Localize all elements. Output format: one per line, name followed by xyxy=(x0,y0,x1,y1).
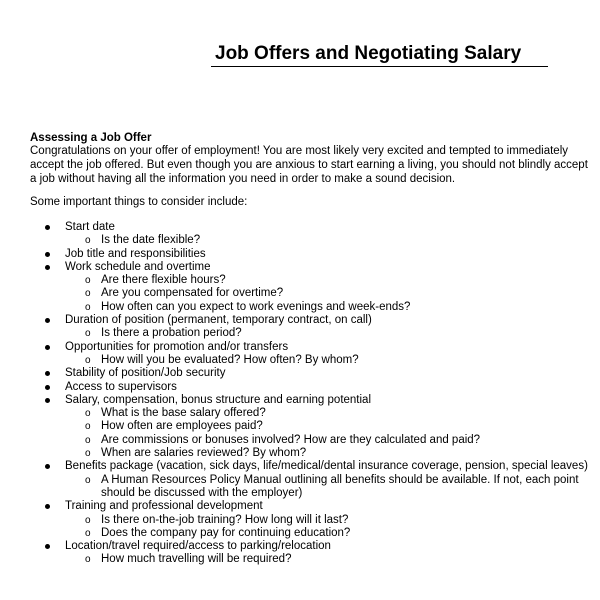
bullet-icon xyxy=(45,225,50,230)
page-title: Job Offers and Negotiating Salary xyxy=(211,42,548,67)
bullet-icon xyxy=(45,318,50,323)
bullet-icon xyxy=(45,504,50,509)
intro-line: accept the job offered. But even though you are anxious to start earning a living, you should not blindly accept xyxy=(30,159,588,171)
sub-list-item xyxy=(0,514,600,527)
circle-bullet-icon: o xyxy=(85,288,91,300)
circle-bullet-icon: o xyxy=(85,408,91,420)
bullet-icon xyxy=(45,265,50,270)
list-item-text: Is there on-the-job training? How long will it last? xyxy=(101,513,349,526)
bullet-icon xyxy=(45,464,50,469)
circle-bullet-icon: o xyxy=(85,514,91,526)
list-item-text: Duration of position (permanent, temporary contract, on call) xyxy=(65,314,372,327)
circle-bullet-icon: o xyxy=(85,354,91,366)
list-item xyxy=(0,314,600,327)
list-item-text: Access to supervisors xyxy=(65,380,177,393)
sub-list-item-continuation xyxy=(0,487,600,500)
circle-bullet-icon: o xyxy=(85,275,91,287)
list-item-text: Salary, compensation, bonus structure and earning potential xyxy=(65,393,372,406)
list-item-text: Are you compensated for overtime? xyxy=(101,287,284,300)
list-item xyxy=(0,540,600,553)
list-item xyxy=(0,460,600,473)
section-heading: Assessing a Job Offer xyxy=(30,132,152,144)
list-item-text: Location/travel required/access to parking/relocation xyxy=(65,540,331,553)
sub-list-item xyxy=(0,420,600,433)
consideration-list xyxy=(0,221,600,567)
list-item-text: How often can you expect to work evenings and week-ends? xyxy=(101,300,411,313)
list-item-text: How often are employees paid? xyxy=(101,420,263,433)
circle-bullet-icon: o xyxy=(85,554,91,566)
list-item xyxy=(0,341,600,354)
sub-list-item xyxy=(0,407,600,420)
list-item-text: What is the base salary offered? xyxy=(101,407,266,420)
list-item-text: Benefits package (vacation, sick days, life/medical/dental insurance coverage, pension, special leaves) xyxy=(65,460,588,473)
list-item-text: Are commissions or bonuses involved? How are they calculated and paid? xyxy=(101,433,481,446)
list-item-text: Opportunities for promotion and/or transfers xyxy=(65,340,289,353)
sub-list-item xyxy=(0,234,600,247)
sub-list-item xyxy=(0,287,600,300)
list-item-text: Are there flexible hours? xyxy=(101,274,226,287)
list-item-text: should be discussed with the employer) xyxy=(101,486,303,499)
circle-bullet-icon: o xyxy=(85,421,91,433)
list-item-text: Job title and responsibilities xyxy=(65,247,206,260)
list-item xyxy=(0,394,600,407)
list-item-text: Work schedule and overtime xyxy=(65,260,211,273)
list-item-text: Does the company pay for continuing education? xyxy=(101,526,351,539)
bullet-icon xyxy=(45,385,50,390)
list-item-text: Is the date flexible? xyxy=(101,234,201,247)
list-item xyxy=(0,500,600,513)
list-item-text: How will you be evaluated? How often? By whom? xyxy=(101,353,359,366)
sub-list-item xyxy=(0,434,600,447)
list-item-text: When are salaries reviewed? By whom? xyxy=(101,447,307,460)
list-item xyxy=(0,221,600,234)
circle-bullet-icon: o xyxy=(85,434,91,446)
circle-bullet-icon: o xyxy=(85,474,91,486)
circle-bullet-icon: o xyxy=(85,527,91,539)
intro-line: a job without having all the information you need in order to make a sound decision. xyxy=(30,173,456,185)
list-item xyxy=(0,261,600,274)
list-item-text: Training and professional development xyxy=(65,500,263,513)
list-item-text: Is there a probation period? xyxy=(101,327,242,340)
intro-paragraph xyxy=(30,144,588,186)
bullet-icon xyxy=(45,252,50,257)
sub-list-item xyxy=(0,274,600,287)
list-item xyxy=(0,381,600,394)
circle-bullet-icon: o xyxy=(85,235,91,247)
sub-list-item xyxy=(0,553,600,566)
sub-list-item xyxy=(0,327,600,340)
sub-list-item xyxy=(0,474,600,487)
circle-bullet-icon: o xyxy=(85,301,91,313)
sub-list-item xyxy=(0,447,600,460)
circle-bullet-icon: o xyxy=(85,448,91,460)
list-item xyxy=(0,248,600,261)
list-item-text: Stability of position/Job security xyxy=(65,367,226,380)
list-item-text: Start date xyxy=(65,221,115,233)
sub-list-item xyxy=(0,354,600,367)
consider-label: Some important things to consider include: xyxy=(30,196,248,208)
list-item xyxy=(0,367,600,380)
list-item-text: How much travelling will be required? xyxy=(101,553,292,566)
bullet-icon xyxy=(45,544,50,549)
intro-line: Congratulations on your offer of employment! You are most likely very excited and tempted to immediately xyxy=(30,145,569,157)
list-item-text: A Human Resources Policy Manual outlining all benefits should be available. If not, each point xyxy=(101,473,579,486)
bullet-icon xyxy=(45,371,50,376)
bullet-icon xyxy=(45,398,50,403)
sub-list-item xyxy=(0,301,600,314)
circle-bullet-icon: o xyxy=(85,328,91,340)
sub-list-item xyxy=(0,527,600,540)
bullet-icon xyxy=(45,345,50,350)
